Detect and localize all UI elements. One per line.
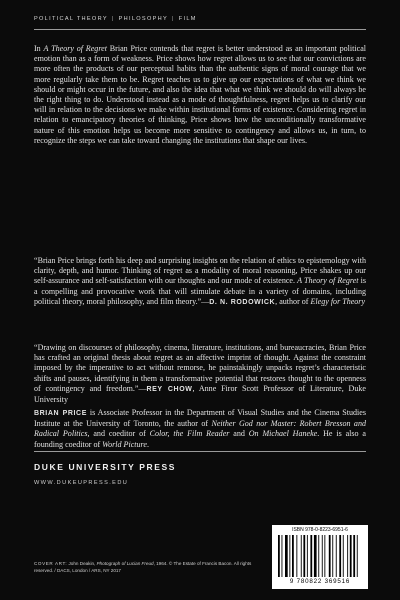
- barcode-bar: [339, 535, 341, 577]
- bio-book-title: Neither God nor Master: Robert Bresson and Radical Politics: [34, 419, 366, 439]
- credit-artwork-title: Photograph of Lucian Freud: [96, 561, 154, 566]
- publisher-name: DUKE UNIVERSITY PRESS: [34, 462, 177, 472]
- barcode-bar: [332, 535, 333, 577]
- barcode-bar: [324, 535, 325, 577]
- description-intro: In: [34, 44, 44, 53]
- barcode-bars: [278, 535, 362, 577]
- barcode-bar: [301, 535, 302, 577]
- tag-separator: |: [111, 16, 115, 22]
- bio-text: , and coeditor of: [87, 429, 150, 439]
- blurb-author: D. N. RODOWICK: [209, 298, 276, 306]
- bio-book-title: World Picture: [102, 439, 147, 449]
- barcode-bar: [289, 535, 290, 577]
- barcode-bar: [343, 535, 344, 577]
- cover-art-credit: [34, 560, 259, 574]
- barcode-bar: [303, 535, 305, 577]
- barcode-bar: [318, 535, 319, 577]
- tag-separator: |: [172, 16, 175, 22]
- bio-book-title: On Michael Haneke: [248, 429, 318, 439]
- barcode-bar: [292, 535, 294, 577]
- barcode-bar: [296, 535, 297, 577]
- blurb-text: is a compelling and provocative work that will stimulate debate in a variety of domains, including political theory, moral philosophy, and film theory.”—: [34, 276, 366, 306]
- barcode-bar: [347, 535, 348, 577]
- blurb-affiliation: , author of: [275, 296, 311, 306]
- blurb-affiliation: , Anne Firor Scott Professor of Literature, Duke University: [34, 383, 366, 405]
- barcode-bar: [350, 535, 352, 577]
- author-bio: [34, 408, 366, 450]
- barcode-bar: [314, 535, 317, 577]
- description-book-title: A Theory of Regret: [43, 44, 107, 53]
- barcode-bar: [282, 535, 283, 577]
- credit-label: COVER ART:: [34, 561, 68, 566]
- blurb-affiliation-title: Elegy for Theory: [310, 296, 366, 306]
- isbn-label: ISBN 978-0-8223-6951-6: [292, 527, 348, 533]
- barcode-digits: 9 780822 369516: [289, 578, 351, 585]
- blurb-author: REY CHOW: [146, 385, 193, 393]
- publisher-divider: [34, 451, 366, 452]
- barcode-bar: [329, 535, 331, 577]
- bio-text: .: [146, 439, 149, 449]
- publisher-url[interactable]: WWW.DUKEUPRESS.EDU: [34, 480, 129, 486]
- description-body: Brian Price contends that regret is better understood as an important political emotion than as a form of weakness. Price shows how regret allows us to see that our convictions are more often the products of our perceptual habits than the authentic signs of moral courage that we more regularly take them to be. Regret teaches us to give up our expectations of what we think we should or might occur in the future, and also the idea that what we think we should do will always be the right thing to do. Understood instead as a mode of thoughtfulness, regret helps us to clarify our will in relation to the decisions we make within institutional forms of existence. Considering regret in relation to emancipatory theories of thinking, Price shows how the unconditionally transformative nature of this emotion helps us become more sensitive to contingency and allows us, in turn, to recognize the steps we can take toward changing the institutions that shape our lives.: [34, 44, 367, 145]
- barcode-bar: [307, 535, 308, 577]
- barcode-bar: [336, 535, 337, 577]
- blurb-book-title: A Theory of Regret: [297, 276, 359, 286]
- barcode-bar: [357, 535, 358, 577]
- credit-text: John Deakin,: [67, 561, 97, 566]
- isbn-barcode: [272, 525, 368, 589]
- blurb-chow: [34, 343, 366, 405]
- credit-text: , 1964. © The Estate of Francis Bacon. All rights reserved. / DACS, London / ARS, NY 2017: [34, 561, 252, 573]
- blurb-rodowick: [34, 256, 366, 308]
- blurb-text: “Drawing on discourses of philosophy, cinema, literature, institutions, and bureaucracies, Brian Price has crafted an original thesis about regret as an affective imprint of thought. Against the constraint imposed by the imperative to act without remorse, he painstakingly unpacks regret’s characteristic shifts and pauses, identifying in them a transformative potential that restores thought to the openness of contingency and freedom.”—: [34, 343, 366, 393]
- blurb-text: “Brian Price brings forth his deep and surprising insights on the relation of ethics to epistemology with clarity, depth, and humor. Thinking of regret as a modality of moral reasoning, Price shakes up our self-assurance and self-satisfaction with our thoughts and our mode of existence.: [34, 256, 366, 286]
- series-tag: [34, 16, 197, 22]
- bio-text: . He is also a founding coeditor of: [34, 429, 366, 449]
- bio-text: and: [229, 429, 249, 439]
- barcode-bar: [285, 535, 288, 577]
- bio-text: is Associate Professor in the Department of Visual Studies and the Cinema Studies Institute at the University of Toronto, the author of: [34, 408, 366, 429]
- series-tag-political-theory: POLITICAL THEORY: [34, 16, 108, 22]
- barcode-bar: [278, 535, 280, 577]
- series-tag-film: FILM: [178, 16, 197, 22]
- barcode-bar: [353, 535, 355, 577]
- book-description: [34, 44, 366, 146]
- bio-book-title: Color, the Film Reader: [149, 429, 230, 439]
- barcode-bar: [322, 535, 323, 577]
- series-tag-philosophy: PHILOSOPHY: [118, 16, 168, 22]
- top-divider: [34, 29, 366, 30]
- author-name: BRIAN PRICE: [34, 410, 87, 417]
- barcode-bar: [310, 535, 312, 577]
